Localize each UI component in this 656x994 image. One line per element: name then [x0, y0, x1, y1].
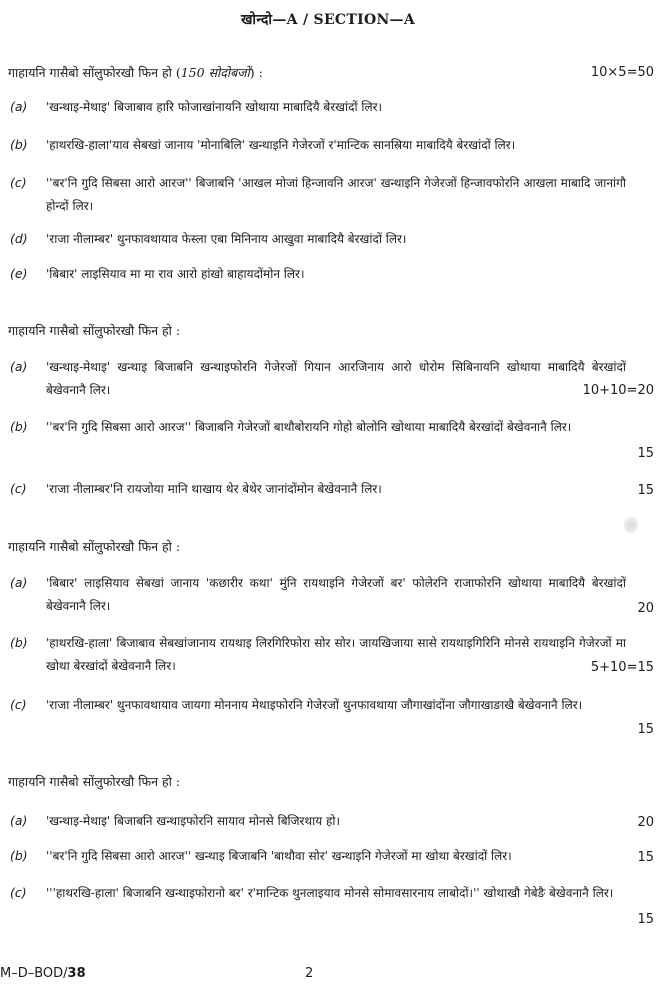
q1-marks-total: 10×5=50 [590, 65, 654, 80]
q2-part-text: 'राजा नीलाम्बर'नि रायजोया मानि थाखाय थेर बेथेर जानांदोंमोन बेखेवनानै लिर। [46, 482, 382, 496]
q2-part-marks: 15 [637, 483, 654, 498]
q1-part-label: (a) [10, 99, 28, 114]
q2-part-label: (a) [10, 359, 28, 374]
paper-code [0, 966, 86, 981]
q1-part-text: 'राजा नीलाम्बर' थुनफावथायाव फेस्ला एबा मिनिनाय आखुवा माबादियै बेरखांदों लिर। [46, 232, 407, 246]
q4-part-marks: 15 [637, 912, 654, 927]
q4-instruction: गाहायनि गासैबो सोंलुफोरखौ फिन हो : [8, 774, 181, 789]
q4-part-text: 'खन्थाइ-मेथाइ' बिजाबनि खन्थाइफोरनि सायाव मोनसे बिजिरथाय हो। [46, 814, 341, 828]
q1-instruction-post: ) : [249, 65, 263, 80]
q4-part-text: '''हाथरखि-हाला' बिजाबनि खन्थाइफोरानो बर' र'मान्टिक थुनलाइयाव मोनसे सोमावसारनाय लाबोदों।'' खोथाखौ गेबेङै बेखेवनानै लिर। [46, 886, 614, 900]
q3-part-label: (c) [10, 697, 27, 712]
section-heading: खोन्दो—A / SECTION—A [240, 12, 416, 28]
paper-code-number: 38 [67, 966, 86, 981]
q3-part-marks: 15 [637, 722, 654, 737]
q2-part-marks: 10+10=20 [582, 383, 654, 398]
q2-instruction: गाहायनि गासैबो सोंलुफोरखौ फिन हो : [8, 323, 181, 338]
q1-instruction-pre: गाहायनि गासैबो सोंलुफोरखौ फिन हो ( [8, 65, 181, 80]
q1-part-text: 'बिबार' लाइसियाव मा मा राव आरो हांखो बाहायदोंमोन लिर। [46, 267, 305, 281]
q1-part-text: 'खन्थाइ-मेथाइ' बिजाबाव हारि फोजाखांनायनि खोथाया माबादियै बेरखांदों लिर। [46, 100, 383, 114]
q2-part-text: 'खन्थाइ-मेथाइ' खन्थाइ बिजाबनि खन्थाइफोरनि गेजेरजों गियान आरजिनाय आरो धोरोम सिबिनायनि खोथाया माबादियै बेरखांदों बेखेवनानै लिर। [46, 360, 626, 397]
page-number: 2 [305, 966, 314, 981]
q4-part-label: (a) [10, 813, 28, 828]
q1-word-limit: 150 सोदोबजों [180, 65, 250, 80]
q2-part-label: (c) [10, 481, 27, 496]
q1-part-text: ''बर'नि गुदि सिबसा आरो आरज'' बिजाबनि 'आखल मोजां हिन्जावनि आरज' खन्थाइनि गेजेरजों हिन्जावफोरनि आखला माबादि जानांगौ होन्दों लिर। [46, 176, 626, 213]
q4-part-label: (c) [10, 885, 27, 900]
paper-code-prefix: M–D–BOD/ [0, 966, 68, 981]
q4-part-text: ''बर'नि गुदि सिबसा आरो आरज'' खन्थाइ बिजाबनि 'बाथौवा सोर' खन्थाइनि गेजेरजों मा खोथा बेरखांदों लिर। [46, 849, 512, 863]
q3-part-text: 'हाथरखि-हाला' बिजाबाव सेबखांजानाय रायथाइ लिरगिरिफोरा सोर सोर। जायखिजाया सासे रायथाइगिरिनि मोनसे रायथाइनि गेजेरजों मा खोथा बेरखांदों बेखेवनानै लिर। [46, 636, 626, 673]
q3-part-text: 'बिबार' लाइसियाव सेबखां जानाय 'कछारीर कथा' मुंनि रायथाइनि गेजेरजों बर' फोलेरनि राजाफोरनि खोथाया माबादियै बेरखांदों बेखेवनानै लिर। [46, 576, 626, 613]
q2-part-label: (b) [10, 419, 28, 434]
q3-instruction: गाहायनि गासैबो सोंलुफोरखौ फिन हो : [8, 539, 181, 554]
q3-part-label: (b) [10, 635, 28, 650]
q4-part-marks: 15 [637, 850, 654, 865]
q1-part-label: (e) [10, 266, 28, 281]
q1-part-text: 'हाथरखि-हाला'याव सेबखां जानाय 'मोनाबिलि' खन्थाइनि गेजेरजों र'मान्टिक सानस्रिया माबादियै बेरखांदों लिर। [46, 138, 516, 152]
q2-part-text: ''बर'नि गुदि सिबसा आरो आरज'' बिजाबनि गेजेरजों बाथौबोरायनि गोहो बोलोनि खोथाया माबादियै बेरखांदों बेखेवनानै लिर। [46, 420, 572, 434]
q1-instruction [8, 64, 263, 81]
q1-part-label: (d) [10, 231, 28, 246]
q3-part-marks: 20 [637, 601, 654, 616]
q4-part-marks: 20 [637, 815, 654, 830]
q1-part-label: (c) [10, 175, 27, 190]
q3-part-text: 'राजा नीलाम्बर' थुनफावथायाव जायगा मोननाय मेथाइफोरनि गेजेरजों थुनफावथाया जौगाखांदोंना जौगाखाङाखै बेखेवनानै लिर। [46, 698, 583, 712]
q4-part-label: (b) [10, 848, 28, 863]
q3-part-marks: 5+10=15 [590, 660, 654, 675]
q3-part-label: (a) [10, 575, 28, 590]
paper-smudge [624, 515, 638, 535]
q2-part-marks: 15 [637, 446, 654, 461]
q1-part-label: (b) [10, 137, 28, 152]
